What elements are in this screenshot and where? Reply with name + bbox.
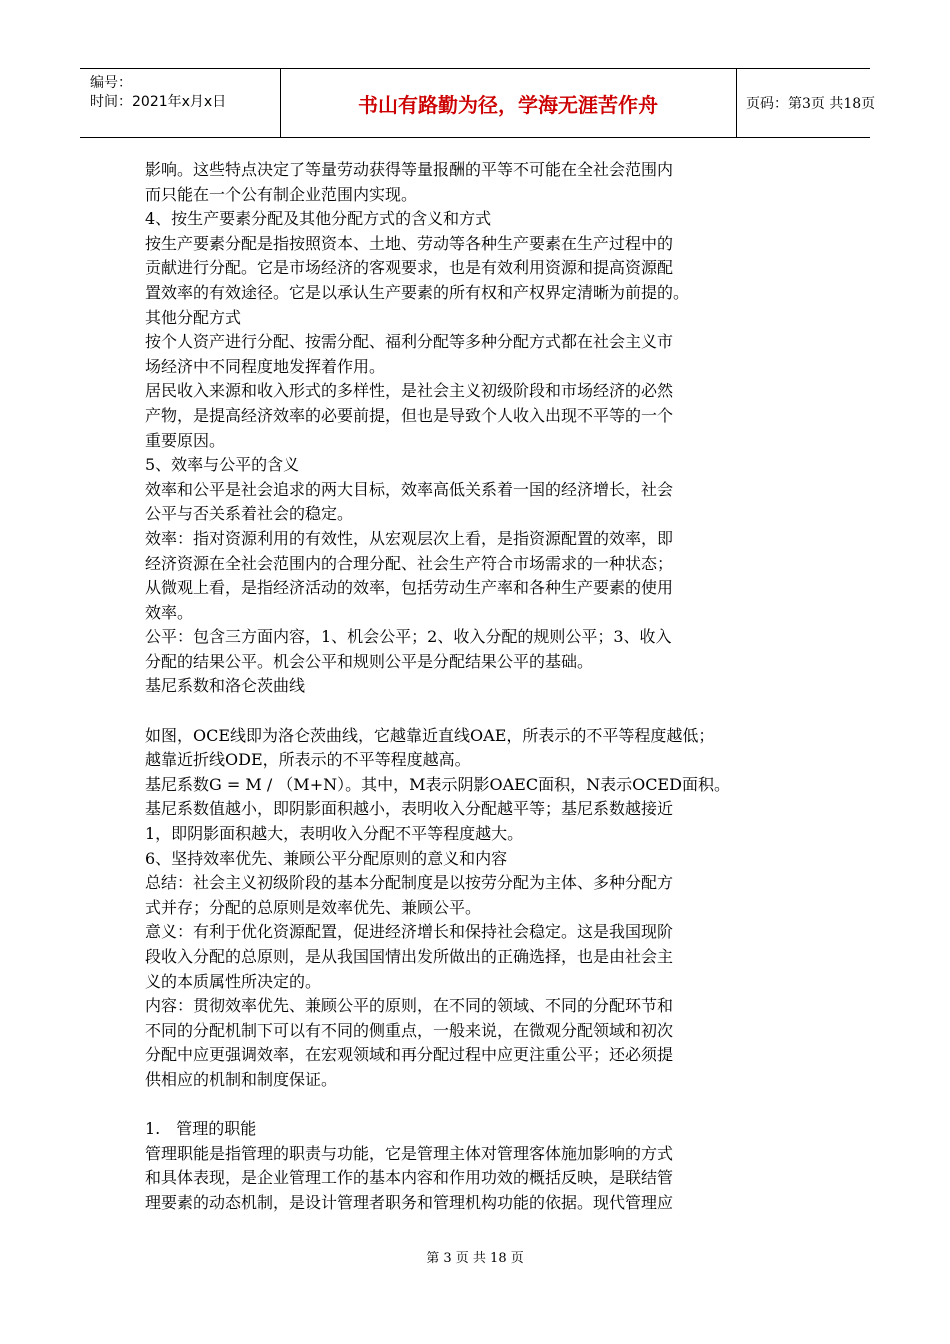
text-line: 式并存；分配的总原则是效率优先、兼顾公平。 (145, 897, 482, 917)
text-line: 意义：有利于优化资源配置，促进经济增长和保持社会稳定。这是我国现阶 (145, 922, 674, 942)
text-line: 和具体表现，是企业管理工作的基本内容和作用功效的概括反映，是联结管 (145, 1168, 674, 1188)
text-line: 6、坚持效率优先、兼顾公平分配原则的意义和内容 (145, 848, 508, 868)
blank-line (145, 1093, 815, 1118)
text-line: 越靠近折线ODE，所表示的不平等程度越高。 (145, 750, 471, 770)
header-page-label: 页码：第3页 共18页 (746, 96, 876, 112)
text-line: 产物，是提高经济效率的必要前提，但也是导致个人收入出现不平等的一个 (145, 405, 674, 425)
text-line: 基尼系数值越小，即阴影面积越小，表明收入分配越平等；基尼系数越接近 (145, 799, 674, 819)
text-line: 1，即阴影面积越大，表明收入分配不平等程度越大。 (145, 824, 524, 844)
text-line: 不同的分配机制下可以有不同的侧重点，一般来说，在微观分配领域和初次 (145, 1020, 674, 1040)
text-line: 分配的结果公平。机会公平和规则公平是分配结果公平的基础。 (145, 651, 594, 671)
text-line: 而只能在一个公有制企业范围内实现。 (145, 184, 418, 204)
text-line: 4、按生产要素分配及其他分配方式的含义和方式 (145, 209, 492, 229)
text-line: 1. 管理的职能 (145, 1119, 257, 1139)
header-meta (80, 69, 280, 137)
blank-line (145, 699, 815, 724)
text-line: 影响。这些特点决定了等量劳动获得等量报酬的平等不可能在全社会范围内 (145, 160, 674, 179)
page-footer: 第 3 页 共 18 页 (426, 1251, 524, 1266)
text-line: 按生产要素分配是指按照资本、土地、劳动等各种生产要素在生产过程中的 (145, 233, 674, 253)
text-line: 段收入分配的总原则，是从我国国情出发所做出的正确选择，也是由社会主 (145, 947, 674, 966)
document-time-label: 时间：2021年x月x日 (90, 94, 227, 110)
text-line: 基尼系数和洛仑茨曲线 (145, 676, 306, 696)
text-line: 按个人资产进行分配、按需分配、福利分配等多种分配方式都在社会主义市 (145, 332, 674, 352)
text-line: 贡献进行分配。它是市场经济的客观要求，也是有效利用资源和提高资源配 (145, 258, 674, 278)
text-line: 其他分配方式 (145, 307, 242, 327)
text-line: 义的本质属性所决定的。 (145, 971, 322, 991)
text-line: 供相应的机制和制度保证。 (145, 1069, 338, 1089)
text-line: 公平与否关系着社会的稳定。 (145, 504, 354, 524)
text-line: 效率。 (145, 602, 194, 622)
text-line: 经济资源在全社会范围内的合理分配、社会生产符合市场需求的一种状态； (145, 553, 674, 573)
text-line: 如图，OCE线即为洛仑茨曲线，它越靠近直线OAE，所表示的不平等程度越低； (145, 725, 715, 745)
text-line: 置效率的有效途径。它是以承认生产要素的所有权和产权界定清晰为前提的。 (145, 282, 690, 302)
text-line: 分配中应更强调效率，在宏观领域和再分配过程中应更注重公平；还必须提 (145, 1045, 674, 1065)
document-number-label: 编号： (90, 75, 132, 91)
document-body (145, 158, 815, 1216)
text-line: 效率和公平是社会追求的两大目标，效率高低关系着一国的经济增长，社会 (145, 479, 674, 499)
text-line: 理要素的动态机制，是设计管理者职务和管理机构功能的依据。现代管理应 (145, 1192, 674, 1212)
text-line: 从微观上看，是指经济活动的效率，包括劳动生产率和各种生产要素的使用 (145, 578, 674, 598)
text-line: 场经济中不同程度地发挥着作用。 (145, 356, 386, 376)
text-line: 重要原因。 (145, 430, 226, 450)
text-line: 总结：社会主义初级阶段的基本分配制度是以按劳分配为主体、多种分配方 (145, 873, 674, 893)
header-motto: 书山有路勤为径，学海无涯苦作舟 (358, 92, 658, 117)
text-line: 效率：指对资源利用的有效性，从宏观层次上看，是指资源配置的效率，即 (145, 528, 674, 548)
page-header (80, 68, 876, 138)
text-line: 基尼系数G = M / （M+N）。其中，M表示阴影OAEC面积，N表示OCED面积。 (145, 774, 730, 794)
text-line: 内容：贯彻效率优先、兼顾公平的原则，在不同的领域、不同的分配环节和 (145, 996, 674, 1016)
text-line: 管理职能是指管理的职责与功能，它是管理主体对管理客体施加影响的方式 (145, 1143, 674, 1163)
text-line: 居民收入来源和收入形式的多样性，是社会主义初级阶段和市场经济的必然 (145, 381, 674, 401)
text-line: 5、效率与公平的含义 (145, 455, 300, 475)
text-line: 公平：包含三方面内容，1、机会公平；2、收入分配的规则公平；3、收入 (145, 627, 672, 647)
